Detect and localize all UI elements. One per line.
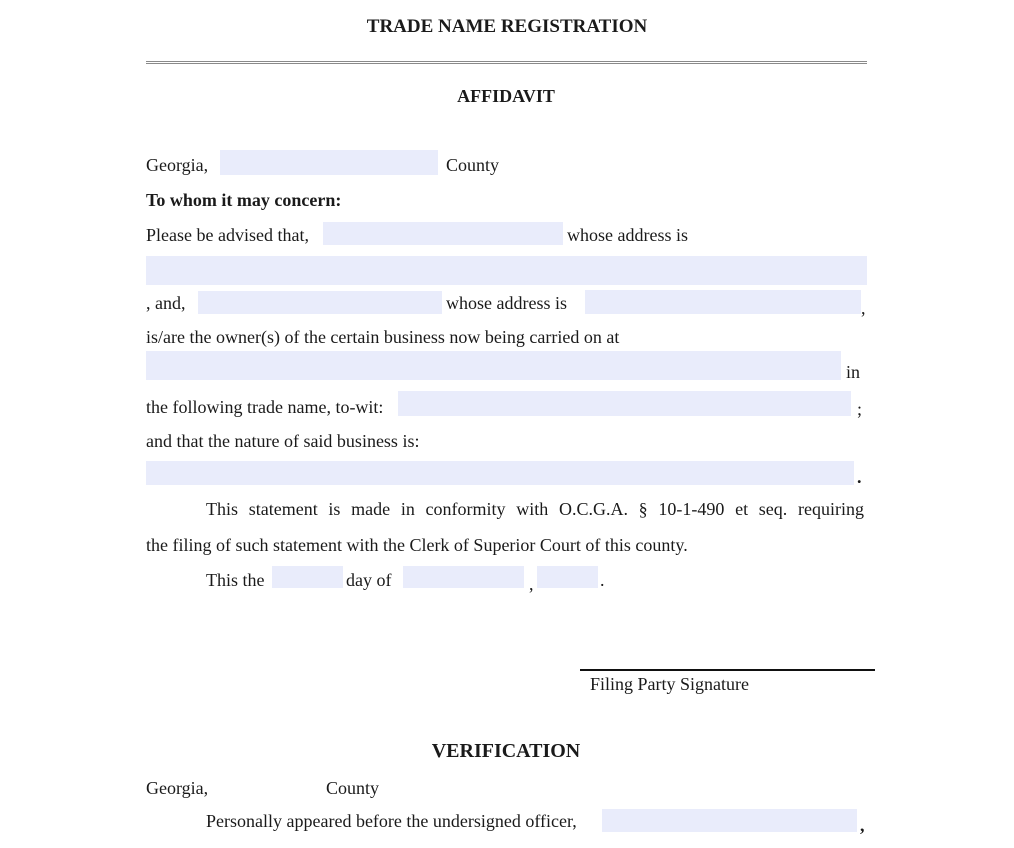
day-of-text: day of [346, 570, 392, 590]
nature-suffix: . [857, 467, 862, 487]
date-prefix: This the [206, 570, 265, 590]
trade-name-field[interactable] [398, 391, 851, 416]
year-field[interactable] [537, 566, 598, 588]
trade-name-label: the following trade name, to-wit: [146, 397, 384, 417]
and-suffix: , [861, 298, 866, 318]
owner-address-2-field[interactable] [585, 290, 861, 314]
statement-line-2: the filing of such statement with the Clerk of Superior Court of this county. [146, 535, 688, 555]
appeared-text: Personally appeared before the undersigned officer, [206, 811, 577, 831]
owner-name-2-field[interactable] [198, 291, 442, 314]
owners-text: is/are the owner(s) of the certain business now being carried on at [146, 327, 620, 347]
officer-name-field[interactable] [602, 809, 857, 832]
owner-address-1-field[interactable] [146, 256, 867, 285]
trade-name-suffix: ; [857, 399, 863, 419]
appeared-suffix: , [860, 815, 865, 835]
verification-county-label: County [326, 778, 380, 798]
date-comma: , [529, 574, 534, 594]
document-title: TRADE NAME REGISTRATION [366, 16, 648, 37]
statement-line-1: This statement is made in conformity with O.C.G.A. § 10-1-490 et seq. requiring [206, 499, 864, 519]
county-field[interactable] [220, 150, 438, 175]
owner-name-1-field[interactable] [323, 222, 563, 245]
in-text: in [846, 362, 861, 382]
verification-heading: VERIFICATION [431, 740, 581, 762]
day-field[interactable] [272, 566, 343, 588]
date-period: . [600, 570, 605, 590]
month-field[interactable] [403, 566, 524, 588]
state-label: Georgia, [146, 155, 209, 175]
and-prefix: , and, [146, 293, 186, 313]
signature-label: Filing Party Signature [590, 674, 749, 694]
nature-label: and that the nature of said business is: [146, 431, 420, 451]
advised-suffix: whose address is [567, 225, 688, 245]
affidavit-heading: AFFIDAVIT [457, 86, 555, 106]
business-nature-field[interactable] [146, 461, 854, 485]
title-divider [146, 61, 867, 64]
verification-state-label: Georgia, [146, 778, 209, 798]
advised-prefix: Please be advised that, [146, 225, 309, 245]
and-middle: whose address is [446, 293, 567, 313]
salutation: To whom it may concern: [146, 190, 342, 210]
business-location-field[interactable] [146, 351, 841, 380]
signature-line [580, 669, 875, 671]
county-label: County [446, 155, 500, 175]
